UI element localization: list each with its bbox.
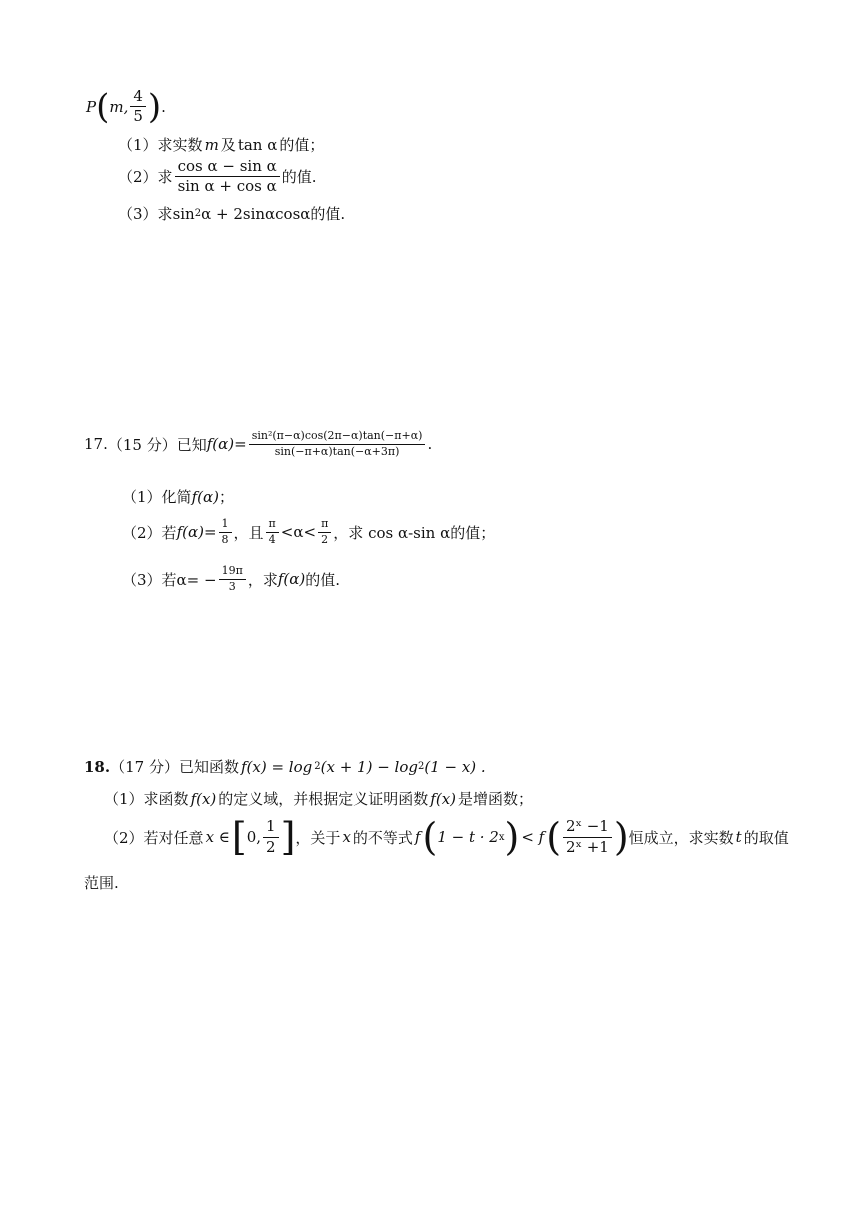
q17-score: （15 分） — [107, 435, 177, 454]
q16-part-2: （2） 求 $\frac{\text{cos α − sin α}}{\text{sin α + cos α}}$ 的值. — [118, 157, 317, 196]
q16-point-m: m, — [109, 97, 129, 116]
q17-fraction: $\frac{\text{sin²(π−α)cos(2π−α)tan(−π+α)}}{\sin(-\pi+\alpha)\tan(-\alpha+3\pi)}$ — [249, 430, 426, 458]
q17-part-2: （2） 若 f(α)= $\frac{1}{8}$ ，且 $\frac{\pi}{4}$ <α< $\frac{\pi}{2}$ ，求 cos α-sin α的值； — [122, 517, 496, 546]
q16-point-fraction: $\frac{4}{5}$ — [130, 88, 146, 126]
q16-part-3: （3） 求 sin 2 α + 2sinαcosα 的值. — [118, 204, 346, 223]
q16-point-p: P — [86, 97, 97, 116]
q17-part-3: （3） 若α= − $\frac{19\pi}{3}$ ，求 f(α) 的值. — [122, 564, 341, 593]
q17-part-1: （1） 化简 f(α) ； — [122, 487, 234, 506]
q16-part-1: （1） 求实数 m 及 tan α 的值； — [118, 135, 325, 154]
q18-number: 18. — [84, 757, 111, 776]
q18-part-2: （2） 若对任意 x ∈ [ 0, $\frac{1}{2}$ ] ，关于 x 的不等式 f ( 1 − t · 2 x ) < f ( $\frac{\text{2ˣ −1}}{\text{2ˣ +1}}$ ) 恒成立，求实数 t 的取值 — [104, 815, 789, 859]
q16-point-line: P ( m, $\frac{4}{5}$ ) . — [86, 86, 166, 127]
q17-number: 17. — [84, 435, 108, 454]
q18-part-1: （1） 求函数 f(x) 的定义域，并根据定义证明函数 f(x) 是增函数； — [104, 789, 534, 808]
q16-part-2-fraction: $\frac{\text{cos α − sin α}}{\text{sin α + cos α}}$ — [175, 158, 280, 196]
q17-stem: 17. （15 分） 已知 f(α)= $\frac{\text{sin²(π−α)cos(2π−α)tan(−π+α)}}{\sin(-\pi+\alpha)\tan(-\alpha+3\pi)}$ . — [84, 429, 433, 458]
q18-part-2-wrap: 范围. — [84, 874, 119, 892]
q18-score: （17 分） — [110, 758, 179, 776]
q18-stem: 18. （17 分） 已知函数 f(x) = log 2 (x + 1) − log 2 (1 − x) . — [84, 757, 486, 776]
